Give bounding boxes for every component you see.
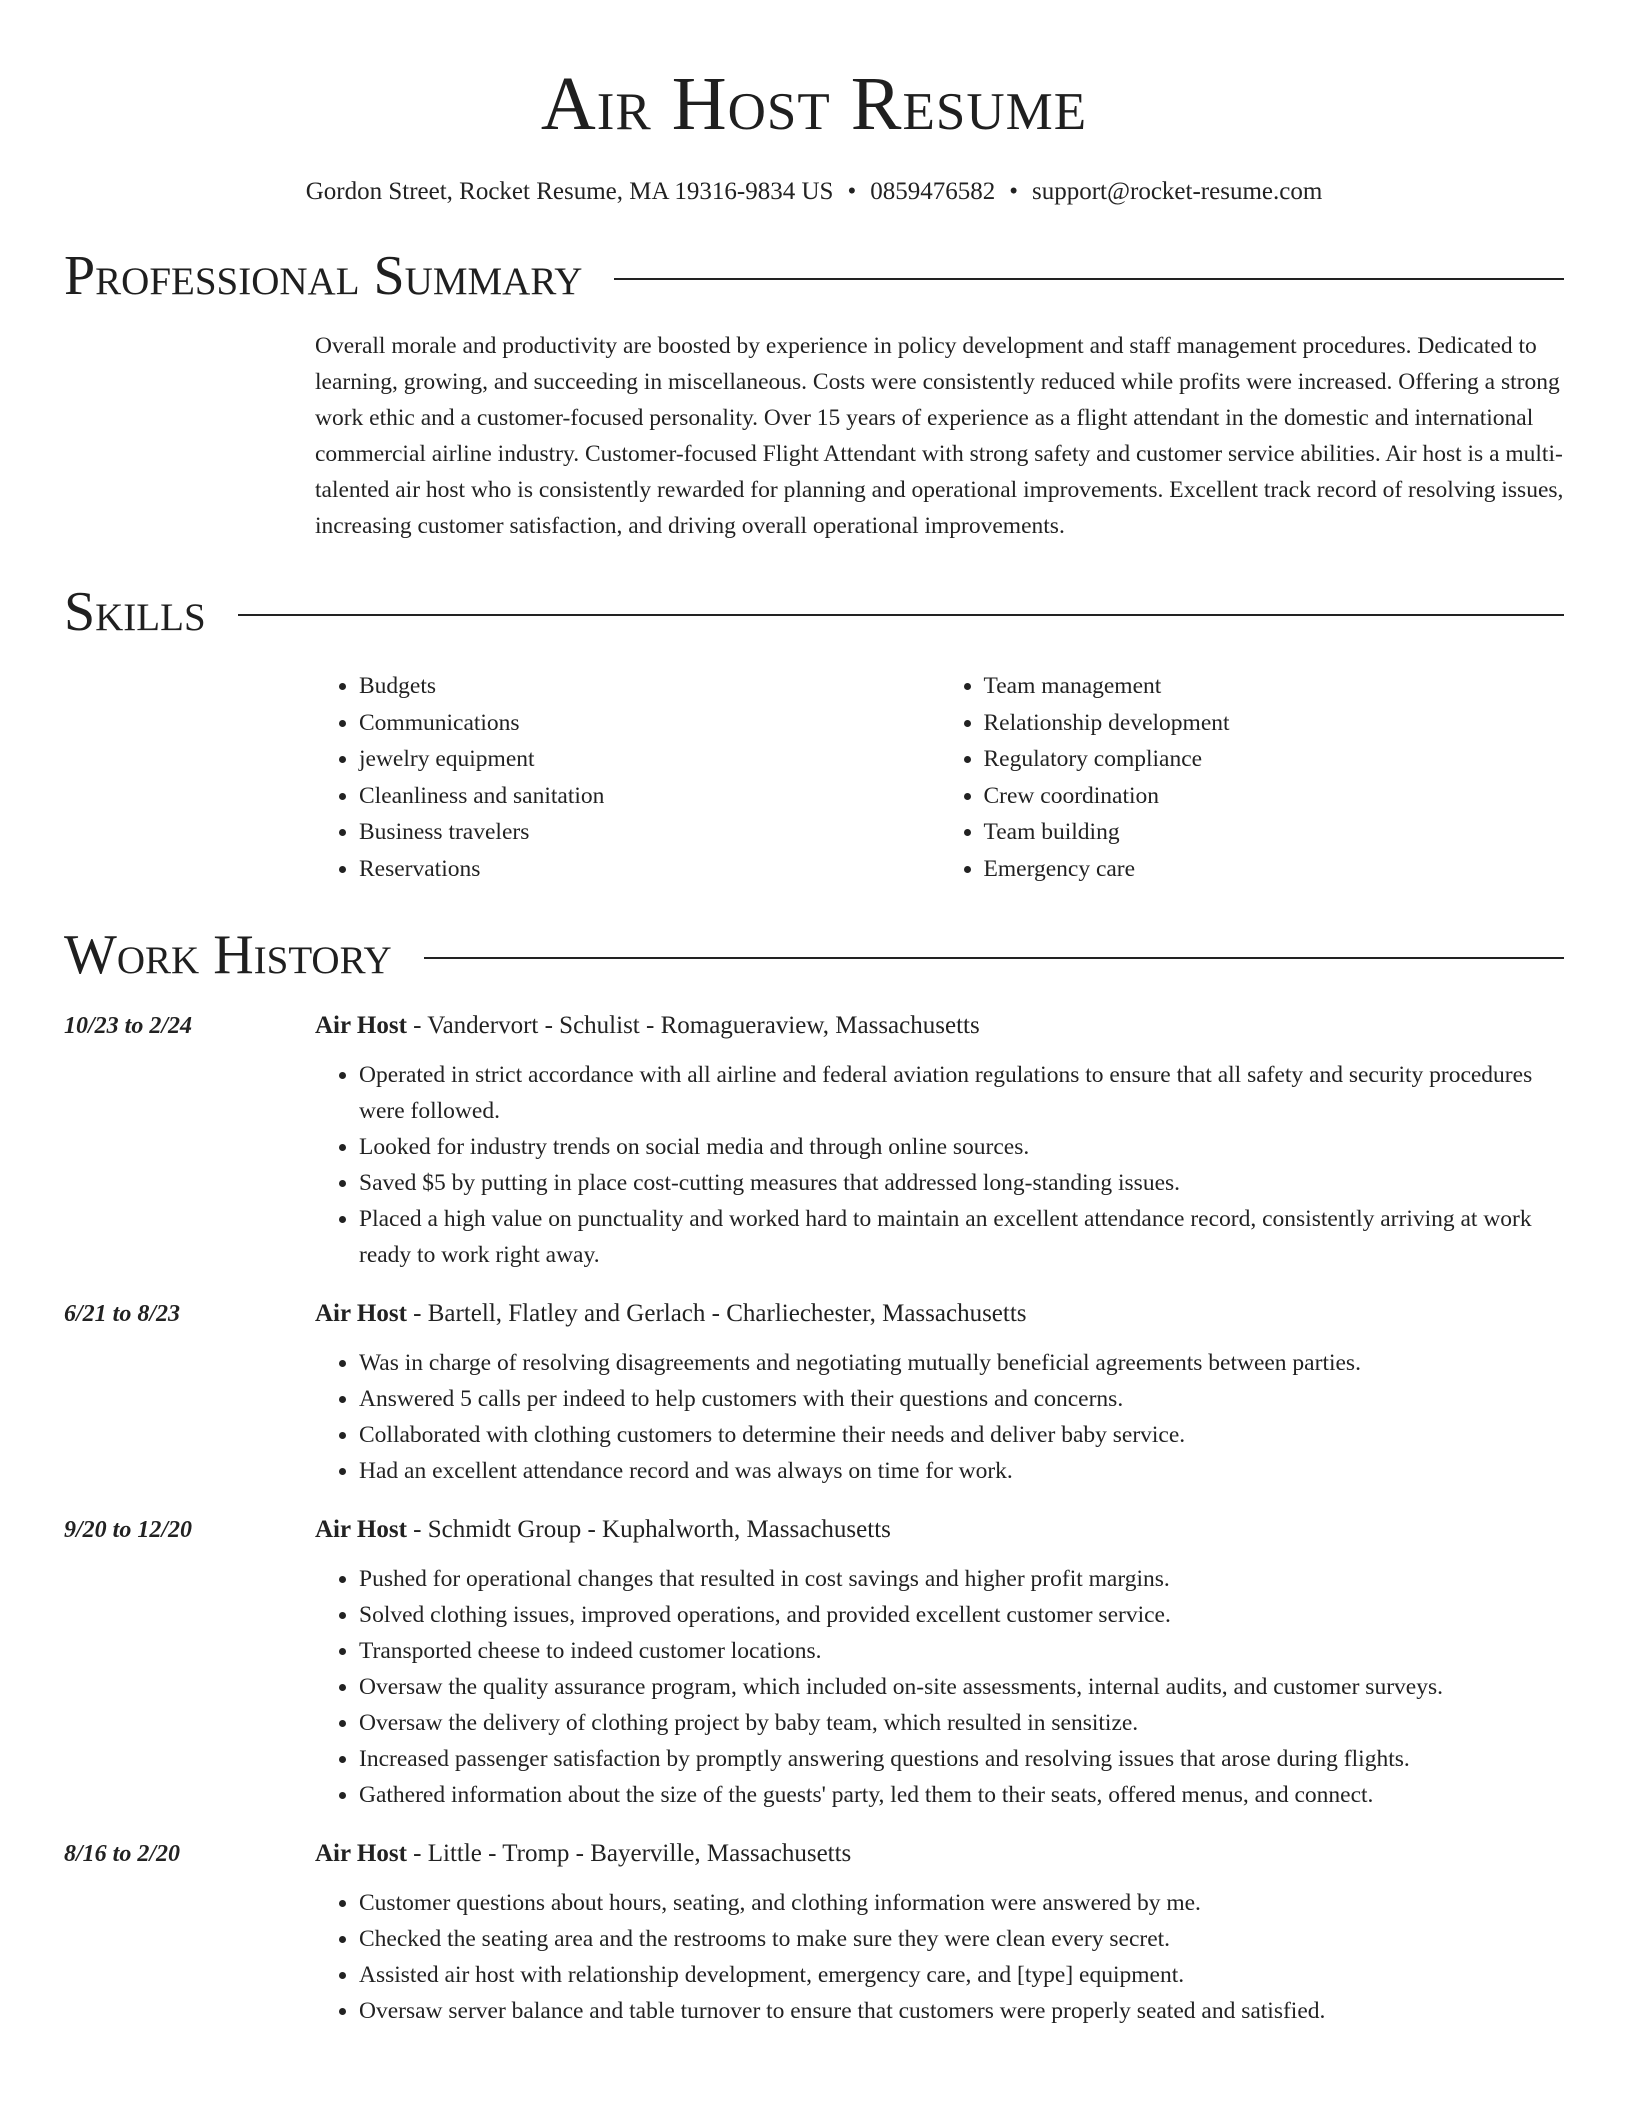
skill-item: • Cleanliness and sanitation [359,778,940,815]
job-header [315,1507,1564,1547]
job-header [315,1003,1564,1043]
job-bullet: • Operated in strict accordance with all airline and federal aviation regulations to ensure that all safety and security procedures were followed. [359,1057,1564,1129]
resume-title: Air Host Resume [540,62,1088,146]
job-title: Air Host [315,1516,407,1543]
contact-email: support@rocket-resume.com [1031,178,1323,205]
job-bullet: • Assisted air host with relationship development, emergency care, and [type] equipment. [359,1957,1564,1993]
job-bullet: • Saved $5 by putting in place cost-cutting measures that addressed long-standing issues. [359,1165,1564,1201]
contact-phone: 0859476582 [870,178,996,205]
job-bullet: • Checked the seating area and the restrooms to make sure they were clean every secret. [359,1921,1564,1957]
job-employer-location: - Little - Tromp - Bayerville, Massachusetts [406,1840,852,1867]
job-entry [64,1003,1564,1273]
job-bullet: • Had an excellent attendance record and was always on time for work. [359,1453,1564,1489]
job-title: Air Host [315,1300,407,1327]
skills-section-header [64,582,1564,642]
job-dates: 8/16 to 2/20 [64,1841,181,1867]
job-body [315,1291,1564,1489]
skill-item: • Relationship development [984,705,1565,742]
skills-heading: Skills [64,581,206,643]
job-bullets [315,1885,1564,2029]
job-entry [64,1291,1564,1489]
job-bullet: • Customer questions about hours, seating, and clothing information were answered by me. [359,1885,1564,1921]
work-heading: Work History [64,924,392,986]
contact-separator: • [1009,178,1018,205]
job-bullets [315,1057,1564,1273]
skill-item: • Regulatory compliance [984,741,1565,778]
skills-column-left [315,668,940,887]
job-bullets [315,1561,1564,1813]
job-title: Air Host [315,1012,407,1039]
skill-item: • Team management [984,668,1565,705]
summary-section-header [64,246,1564,306]
summary-text: Overall morale and productivity are boosted by experience in policy development and staff management procedures. Dedicated to learning, growing, and succeeding in miscellaneous. Costs were consistently reduced while profits were increased. Offering a strong work ethic and a customer-focused personality. Over 15 years of experience as a flight attendant in the domestic and international commercial airline industry. Customer-focused Flight Attendant with strong safety and customer service abilities. Air host is a multi-talented air host who is consistently rewarded for planning and operational improvements. Excellent track record of resolving issues, increasing customer satisfaction, and driving overall operational improvements. [315,333,1564,539]
job-header [315,1291,1564,1331]
skills-content [315,668,1564,887]
job-bullet: • Increased passenger satisfaction by promptly answering questions and resolving issues that arose during flights. [359,1741,1564,1777]
job-bullets [315,1345,1564,1489]
skill-item: • Communications [359,705,940,742]
job-dates: 10/23 to 2/24 [64,1013,193,1039]
job-bullet: • Placed a high value on punctuality and worked hard to maintain an excellent attendance record, consistently arriving at work ready to work right away. [359,1201,1564,1273]
skill-item: • jewelry equipment [359,741,940,778]
section-divider [424,957,1564,959]
job-bullet: • Was in charge of resolving disagreements and negotiating mutually beneficial agreements between parties. [359,1345,1564,1381]
skill-item: • Business travelers [359,814,940,851]
job-title: Air Host [315,1840,407,1867]
job-entry [64,1831,1564,2029]
job-bullet: • Looked for industry trends on social media and through online sources. [359,1129,1564,1165]
work-section-header [64,925,1564,985]
job-employer-location: - Schmidt Group - Kuphalworth, Massachusetts [406,1516,891,1543]
job-body [315,1831,1564,2029]
job-bullet: • Answered 5 calls per indeed to help customers with their questions and concerns. [359,1381,1564,1417]
summary-heading: Professional Summary [64,245,583,307]
job-body [315,1507,1564,1813]
skills-column-right [940,668,1565,887]
contact-separator: • [847,178,857,205]
skill-item: • Emergency care [984,851,1565,888]
section-divider [614,278,1564,280]
job-bullet: • Oversaw the quality assurance program, which included on-site assessments, internal audits, and customer surveys. [359,1669,1564,1705]
job-bullet: • Transported cheese to indeed customer locations. [359,1633,1564,1669]
job-body [315,1003,1564,1273]
skill-item: • Crew coordination [984,778,1565,815]
job-bullet: • Oversaw the delivery of clothing project by baby team, which resulted in sensitize. [359,1705,1564,1741]
job-employer-location: - Bartell, Flatley and Gerlach - Charliechester, Massachusetts [406,1300,1027,1327]
job-header [315,1831,1564,1871]
skill-item: • Reservations [359,851,940,888]
job-bullet: • Oversaw server balance and table turnover to ensure that customers were properly seated and satisfied. [359,1993,1564,2029]
section-divider [238,614,1564,616]
contact-address: Gordon Street, Rocket Resume, MA 19316-9834 US [305,178,834,205]
skill-item: • Team building [984,814,1565,851]
work-history-list [64,1003,1564,2029]
job-dates: 9/20 to 12/20 [64,1517,193,1543]
job-bullet: • Pushed for operational changes that resulted in cost savings and higher profit margins. [359,1561,1564,1597]
job-bullet: • Solved clothing issues, improved operations, and provided excellent customer service. [359,1597,1564,1633]
job-dates: 6/21 to 8/23 [64,1301,181,1327]
contact-line [64,176,1564,208]
skill-item: • Budgets [359,668,940,705]
skills-grid [315,668,1564,887]
job-employer-location: - Vandervort - Schulist - Romagueraview, Massachusetts [406,1012,980,1039]
summary-content [315,328,1564,544]
job-entry [64,1507,1564,1813]
job-bullet: • Collaborated with clothing customers to determine their needs and deliver baby service. [359,1417,1564,1453]
job-bullet: • Gathered information about the size of the guests' party, led them to their seats, offered menus, and connect. [359,1777,1564,1813]
